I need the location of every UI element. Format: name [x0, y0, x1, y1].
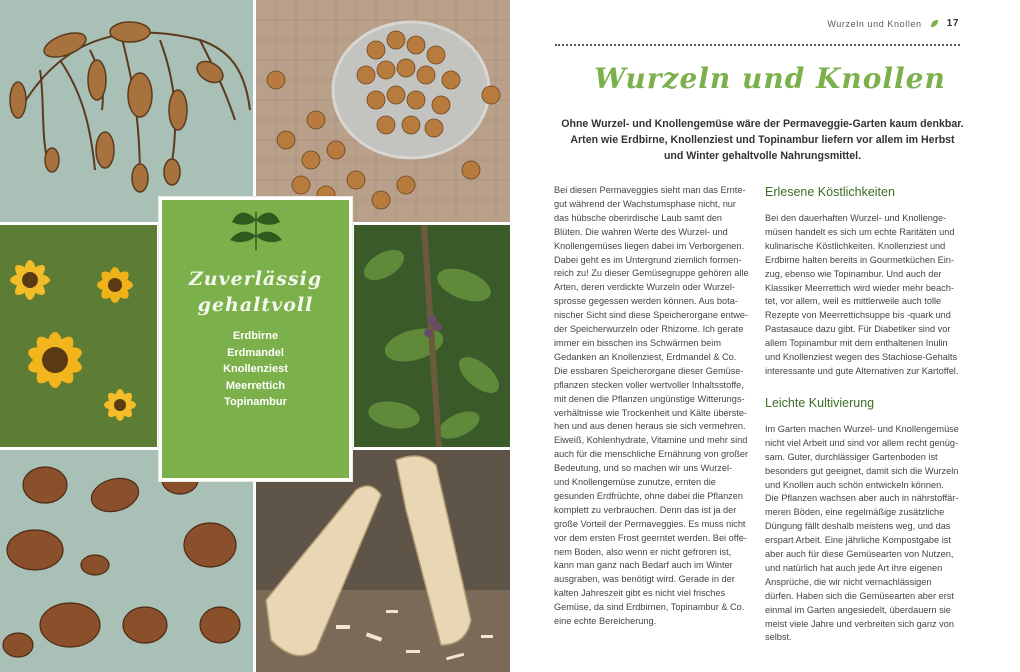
section-text-kultivierung: Im Garten machen Wurzel- und Knollengemüse nicht viel Arbeit und sind vor allem recht genügsam. Guter, durchlässiger Gartenboden ist besonders gut geeignet, damit sich die Wurzeln und Knollen auch schön entwickeln können. Die Pflanzen wachsen aber auch in nährstoffärmeren Böden, eine regelmäßige zusätzliche Düngung fällt deshalb meistens weg, und das erspart Arbeit. Eine jährliche Kompostgabe ist aber auch für diese Gemüsearten von Nutzen, und natürlich hat auch jede Art ihre eigenen Ansprüche, die wir nicht vernachlässigen dürfen. Haben sich die Gemüsearten aber erst einmal im Garten angesiedelt, überdauern sie meist viele Jahre und verbreiten sich ganz von selbst. — [765, 423, 959, 643]
section-heading-kultivierung: Leichte Kultivierung — [765, 395, 875, 410]
info-box-zuverlaessig-gehaltvoll — [159, 197, 352, 481]
leaf-icon — [930, 19, 939, 28]
topinambur-tubers-image — [0, 450, 253, 672]
list-item: Erdbirne — [232, 330, 279, 342]
body-text: Bei diesen Permaveggies sieht man das Erntegut während der Wachstumsphase nicht, nur das hübsche oberirdische Laub samt den Blüten. Die wahren Werte des Wurzel- und Knollengemüses liegen dabei im Verborgenen. Dabei geht es im Untergrund ziemlich formenreich zu! Zu dieser Gemüsegruppe gehören alle Arten, deren verdickte Wurzeln oder Wurzelsprosse gegessen werden können. Aus botanischer Sicht sind diese Speicherorgane entweder Speicherwurzeln oder Rhizome. Ich gerate immer ein bisschen ins Schwärmen beim Gedanken an Knollenziest, Erdmandel & Co. Die essbaren Speicherorgane dieser Gemüsepflanzen stecken voller wertvoller Inhaltsstoffe, mit denen die Pflanzen ungünstige Witterungsverhältnisse wie Trockenheit und Kälte überstehen und aus denen heraus sie sich vermehren. Eiweiß, Kohlenhydrate, Vitamine und mehr sind auch für die menschliche Ernährung von großer Bedeutung, und so machen wir uns Wurzel- und Knollengemüse zunutze, ernten die gesunden Erdfrüchte, ohne dabei die Pflanzen komplett zu verbrauchen. Denn das ist ja der große Vorteil der Permaveggies. Es muss nicht vor dem ersten Frost geerntet werden. Bei offenem Boden, also wenn er nicht gefroren ist, kann man ganz nach Bedarf auch im Winter ausgraben, was benötigt wird. Gerade in der kalten Jahreszeit gibt es nicht viel frisches Gemüse, da sind Erdbirnen, Topinambur & Co. eine echte Bereicherung. — [554, 185, 749, 627]
info-box-title-line2: gehaltvoll — [197, 294, 314, 316]
list-item: Knollenziest — [223, 363, 288, 375]
page-number: 17 — [946, 18, 959, 29]
roasted-tubers-bowl-image — [256, 0, 510, 222]
info-box-title-line1: Zuverlässig — [188, 268, 323, 290]
info-box-title — [162, 266, 349, 318]
horseradish-roots-image — [256, 450, 510, 672]
yellow-sunflowers-image — [0, 225, 157, 447]
green-foliage-image — [354, 225, 510, 447]
body-column-right — [765, 184, 960, 645]
running-head-title: Wurzeln und Knollen — [827, 18, 922, 29]
dotted-divider — [555, 44, 960, 46]
tuber-illustration-image — [0, 0, 253, 222]
intro-paragraph: Ohne Wurzel- und Knollengemüse wäre der Permaveggie-Garten kaum denkbar. Arten wie Erdbirne, Knollenziest und Topinambur liefern vor allem im Herbst und Winter gehaltvolle Nahrungsmittel. — [561, 118, 964, 162]
leaf-ornament-icon — [162, 206, 349, 252]
right-page-text — [510, 0, 1020, 672]
section-text-erlesene: Bei den dauerhaften Wurzel- und Knollengemüsen handelt es sich um echte Raritäten und kulinarische Köstlichkeiten. Knollenziest und Erdbirne halten bereits in Gourmetküchen Einzug, ebenso wie Topinambur. Und auch der Klassiker Meerrettich wird wieder mehr beachtet, vor allem, weil es mittlerweile auch tolle Rezepte von Meerrettichsuppe bis -quark und Pastasauce dazu gibt. Für Diabetiker sind vor allem Topinambur mit dem enthaltenen Inulin und Knollenziest wegen des Stachiose-Gehalts interessante und gute Alternativen zur Kartoffel. — [765, 213, 959, 376]
list-item: Topinambur — [224, 396, 287, 408]
body-column-left — [554, 184, 749, 629]
list-item: Erdmandel — [227, 346, 284, 359]
vegetable-list — [162, 328, 349, 411]
running-head — [827, 18, 959, 29]
section-heading-erlesene: Erlesene Köstlichkeiten — [765, 185, 895, 199]
chapter-title: Wurzeln und Knollen — [594, 62, 946, 95]
list-item: Meerrettich — [225, 379, 286, 392]
